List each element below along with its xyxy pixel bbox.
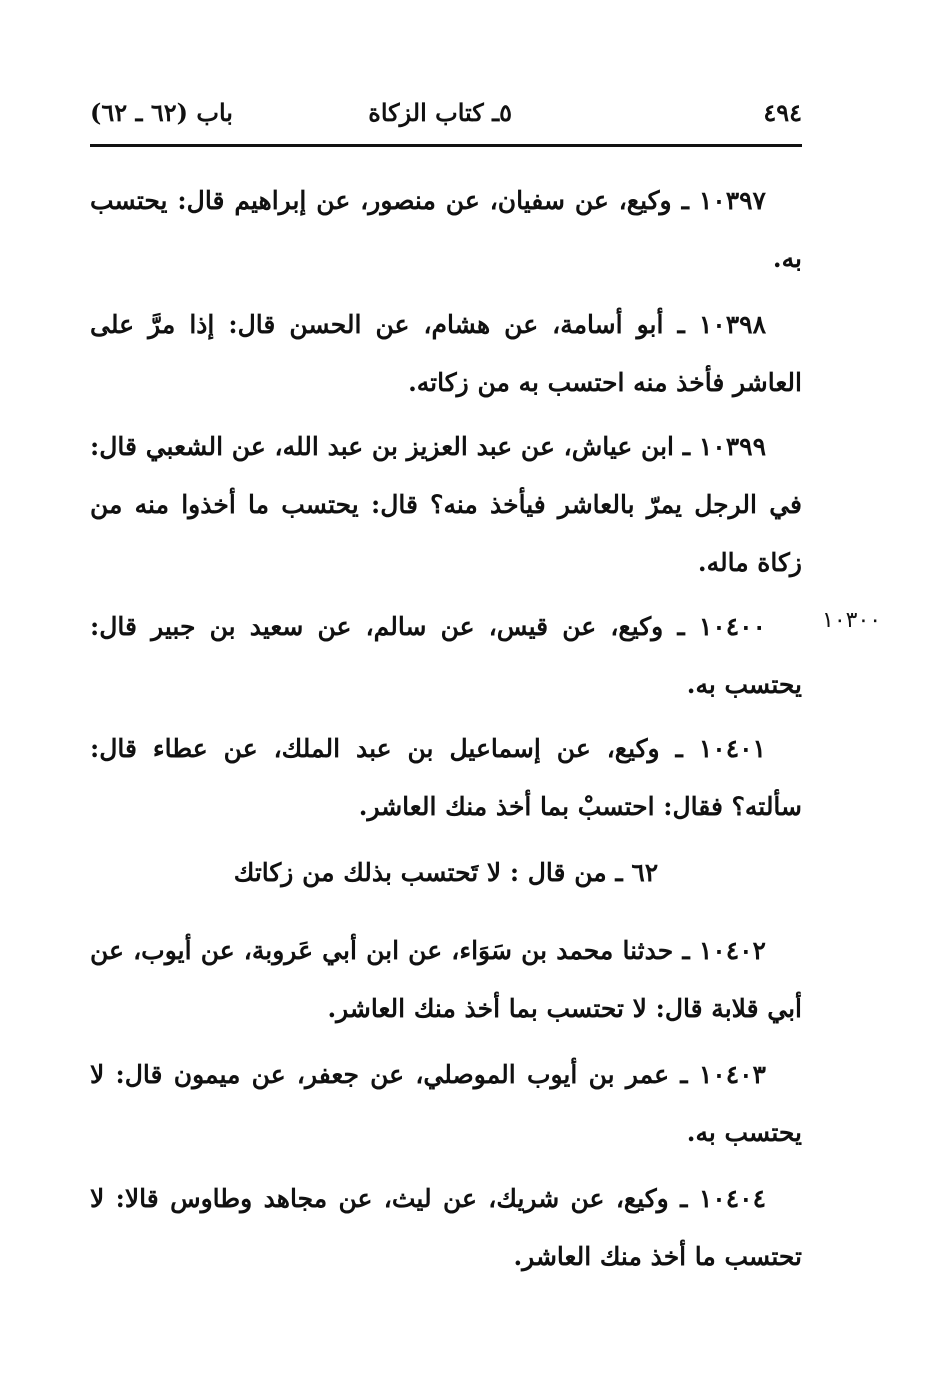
- hadith-entry: [90, 1170, 802, 1286]
- hadith-entry: [90, 720, 802, 836]
- hadith-number: ١٠٤٠٤: [698, 1184, 766, 1213]
- margin-reference-number: ١٠٣٠٠: [822, 608, 882, 633]
- chapter-label: باب (٦٢ ـ ٦٢): [90, 98, 233, 127]
- hadith-number: ١٠٤٠٢: [698, 936, 766, 965]
- book-title: ٥ـ كتاب الزكاة: [368, 98, 512, 127]
- hadith-text: ـ حدثنا محمد بن سَوَاء، عن ابن أبي عَروبة، عن أيوب، عن أبي قلابة قال: لا تحتسب بما أخذ منك العاشر.: [90, 936, 802, 1023]
- hadith-entry: [90, 172, 802, 288]
- hadith-entry: [90, 598, 802, 714]
- hadith-number: ١٠٣٩٧: [698, 186, 766, 215]
- section-heading: ٦٢ ـ من قال : لا تَحتسب بذلك من زكاتك: [233, 858, 659, 887]
- hadith-number: ١٠٤٠٠: [698, 612, 766, 641]
- hadith-text: ـ وكيع، عن إسماعيل بن عبد الملك، عن عطاء قال: سألته؟ فقال: احتسبْ بما أخذ منك العاشر.: [90, 734, 802, 821]
- hadith-entry: [90, 1046, 802, 1162]
- hadith-entry: [90, 296, 802, 412]
- hadith-text: ـ وكيع، عن سفيان، عن منصور، عن إبراهيم قال: يحتسب به.: [90, 186, 802, 273]
- page-number: ٤٩٤: [763, 98, 802, 127]
- running-header: [90, 98, 802, 138]
- hadith-text: ـ ابن عياش، عن عبد العزيز بن عبد الله، عن الشعبي قال: في الرجل يمرّ بالعاشر فيأخذ منه؟ قال: يحتسب ما أخذوا منه من زكاة ماله.: [90, 432, 802, 577]
- hadith-number: ١٠٣٩٨: [698, 310, 766, 339]
- hadith-entry: [90, 922, 802, 1038]
- hadith-text: ـ أبو أسامة، عن هشام، عن الحسن قال: إذا مرَّ على العاشر فأخذ منه احتسب به من زكاته.: [90, 310, 802, 397]
- hadith-text: ـ وكيع، عن قيس، عن سالم، عن سعيد بن جبير قال: يحتسب به.: [90, 612, 802, 699]
- header-rule: [90, 144, 802, 147]
- hadith-number: ١٠٤٠١: [698, 734, 766, 763]
- hadith-entry: [90, 418, 802, 592]
- hadith-number: ١٠٣٩٩: [698, 432, 766, 461]
- hadith-number: ١٠٤٠٣: [698, 1060, 766, 1089]
- hadith-text: ـ عمر بن أيوب الموصلي، عن جعفر، عن ميمون قال: لا يحتسب به.: [90, 1060, 802, 1147]
- hadith-text: ـ وكيع، عن شريك، عن ليث، عن مجاهد وطاوس قالا: لا تحتسب ما أخذ منك العاشر.: [90, 1184, 802, 1271]
